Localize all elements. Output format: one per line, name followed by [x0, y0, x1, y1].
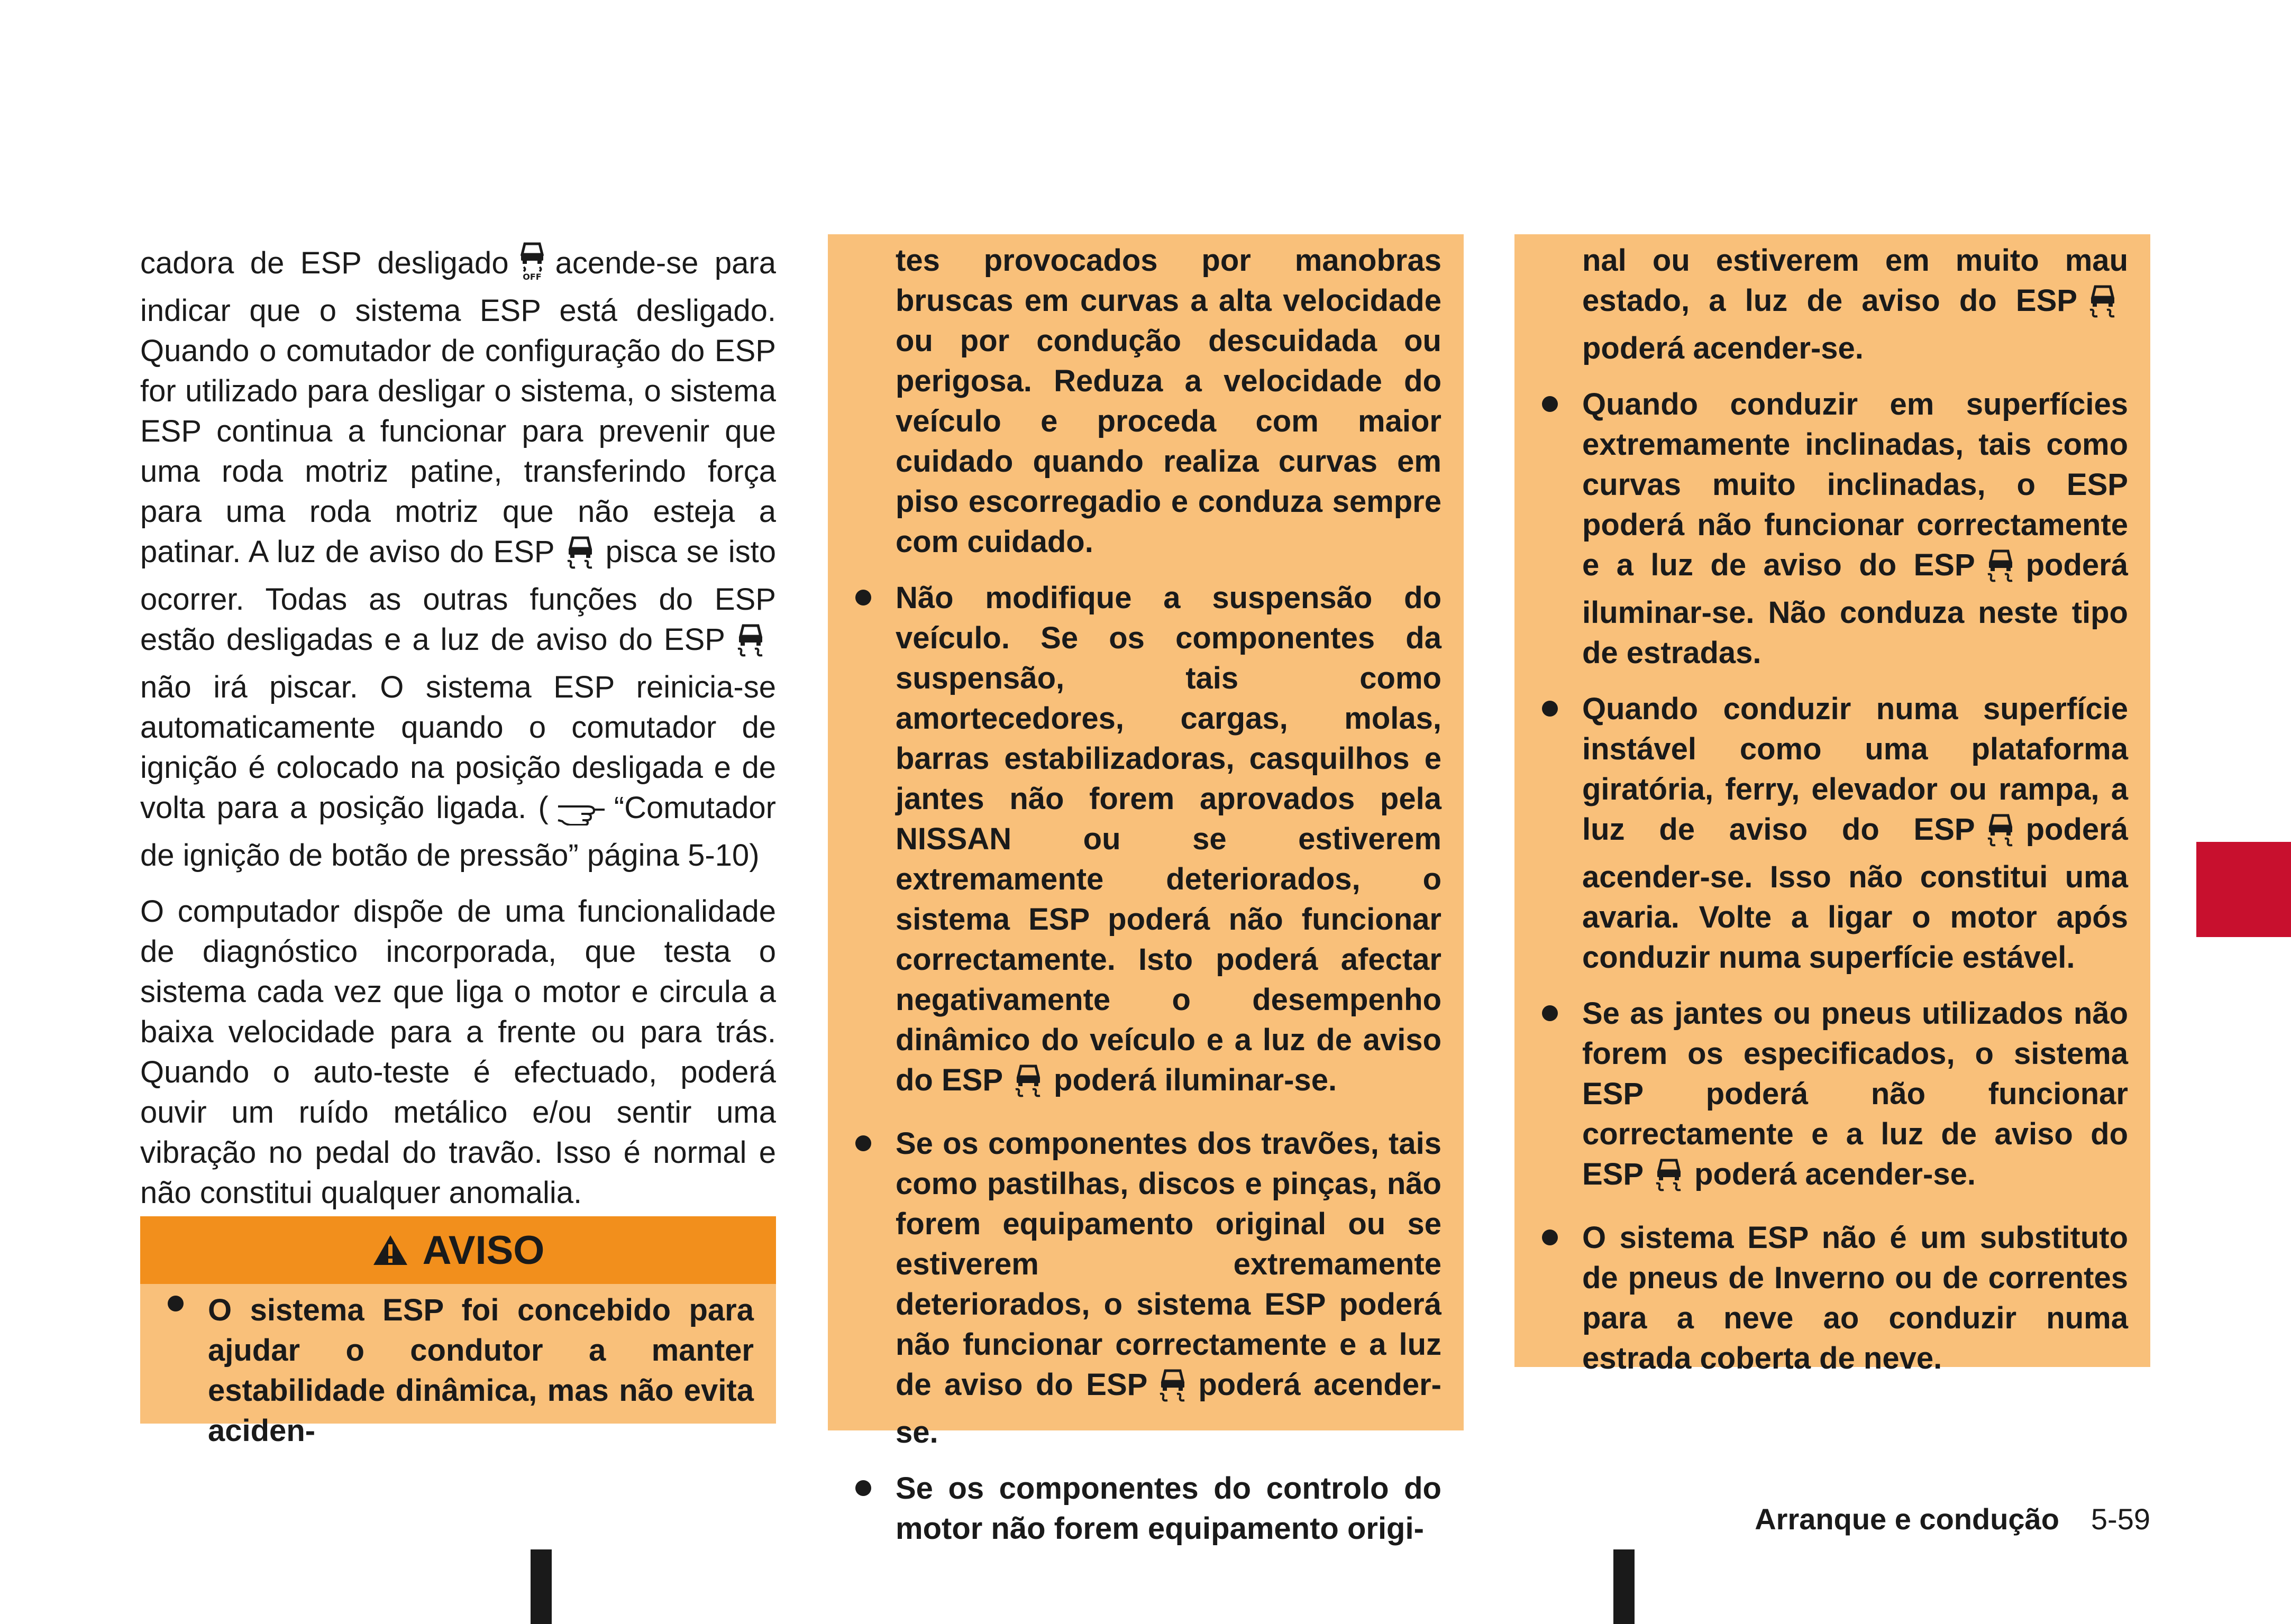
warning-box	[140, 1216, 776, 1448]
left-column	[140, 241, 776, 1213]
esp-warning-light-icon	[1155, 1368, 1191, 1412]
section-title: Arranque e condução	[1755, 1502, 2059, 1536]
warning-heading: AVISO	[422, 1227, 545, 1273]
list-item: Quando conduzir numa superfície instável como uma plataforma giratória, ferry, elevador ou rampa, a luz de aviso do ESP poderá acender-se. Isso não constitui uma avaria. Volte a ligar o motor após conduzir numa superfície estável.	[1514, 689, 2150, 978]
warning-continued-right	[1514, 234, 2150, 1375]
esp-warning-light-icon	[733, 622, 769, 667]
list-item: Quando conduzir em superfícies extremamente inclinadas, tais como curvas muito inclinadas, o ESP poderá não funcionar correctamente e a luz de aviso do ESP poderá iluminar-se. Não conduza neste tipo de estradas.	[1514, 384, 2150, 673]
bullet-icon	[168, 1296, 184, 1311]
esp-warning-light-icon	[1010, 1063, 1046, 1108]
esp-warning-light-icon	[1983, 812, 2019, 857]
esp-warning-light-icon	[562, 535, 598, 580]
bullet-icon	[855, 1135, 871, 1151]
bullet-icon	[1542, 1005, 1558, 1021]
esp-warning-light-icon	[2085, 283, 2121, 328]
crop-mark-left	[531, 1549, 552, 1624]
list-item-continued: tes provocados por manobras bruscas em curvas a alta velocidade ou por condução descuidada ou perigosa. Reduza a velocidade do veículo e proceda com maior cuidado quando realiza curvas em piso escorregadio e conduza sempre com cuidado.	[896, 243, 1441, 559]
page-number: 5-59	[2091, 1502, 2150, 1536]
list-item: Se os componentes do controlo do motor não forem equipamento origi-	[828, 1469, 1464, 1549]
page-footer	[1755, 1501, 2150, 1538]
bullet-icon	[1542, 396, 1558, 412]
list-item: Se as jantes ou pneus utilizados não forem os especificados, o sistema ESP poderá não funcionar correctamente e a luz de aviso do ESP poderá acender-se.	[1514, 994, 2150, 1202]
warning-triangle-icon	[372, 1234, 409, 1267]
warning-continued-middle	[828, 234, 1464, 1546]
esp-warning-light-icon	[1651, 1157, 1687, 1202]
bullet-icon	[855, 590, 871, 605]
esp-off-indicator-icon	[516, 241, 548, 291]
list-item-continued: nal ou estiverem em muito mau estado, a luz de aviso do ESPpoderá acender-se.	[1582, 243, 2128, 365]
bullet-icon	[1542, 1230, 1558, 1245]
section-tab	[2196, 842, 2291, 937]
paragraph-self-test: O computador dispõe de uma funcionalidade de diagnóstico incorporada, que testa o sistema cada vez que liga o motor e circula a baixa velocidade para a frente ou para trás. Quando o auto-teste é efectuado, poderá ouvir um ruído metálico e/ou sentir uma vibração no pedal do travão. Isso é normal e não constitui qualquer anomalia.	[140, 894, 776, 1210]
crop-mark-right	[1613, 1549, 1635, 1624]
pointing-hand-reference-icon	[556, 795, 607, 836]
warning-header	[140, 1216, 776, 1284]
esp-warning-light-icon	[1983, 548, 2019, 593]
bullet-icon	[855, 1480, 871, 1496]
paragraph-esp-off: cadora de ESP desligado OFF acende-se para indicar que o sistema ESP está desligado. Quando o comutador de configuração do ESP for utilizado para desligar o sistema, o sistema ESP continua a funcionar para prevenir que uma roda motriz patine, transferindo força para uma roda motriz que não esteja a patinar. A luz de aviso do ESP pisca se isto ocorrer. Todas as outras funções do ESP estão desligadas e a luz de aviso do ESPnão irá piscar. O sistema ESP reinicia-se automaticamente quando o comutador de ignição é colocado na posição desligada e de volta para a posição ligada. ( “Comutador de ignição de botão de pressão” página 5-10)	[140, 241, 776, 876]
list-item: Não modifique a suspensão do veículo. Se os componentes da suspensão, tais como amortecedores, cargas, molas, barras estabilizadoras, casquilhos e jantes não forem aprovados pela NISSAN ou se estiverem extremamente deteriorados, o sistema ESP poderá não funcionar correctamente. Isto poderá afectar negativamente o desempenho dinâmico do veículo e a luz de aviso do ESP poderá iluminar-se.	[828, 578, 1464, 1108]
list-item: Se os componentes dos travões, tais como pastilhas, discos e pinças, não forem equipamento original ou se estiverem extremamente deteriorados, o sistema ESP poderá não funcionar correctamente e a luz de aviso do ESP poderá acender-se.	[828, 1124, 1464, 1453]
svg-text:OFF: OFF	[522, 272, 542, 281]
bullet-icon	[1542, 701, 1558, 717]
list-item: O sistema ESP foi concebido para ajudar o condutor a manter estabilidade dinâmica, mas não evita aciden-	[140, 1284, 776, 1451]
list-item: O sistema ESP não é um substituto de pneus de Inverno ou de correntes para a neve ao conduzir numa estrada coberta de neve.	[1514, 1218, 2150, 1379]
